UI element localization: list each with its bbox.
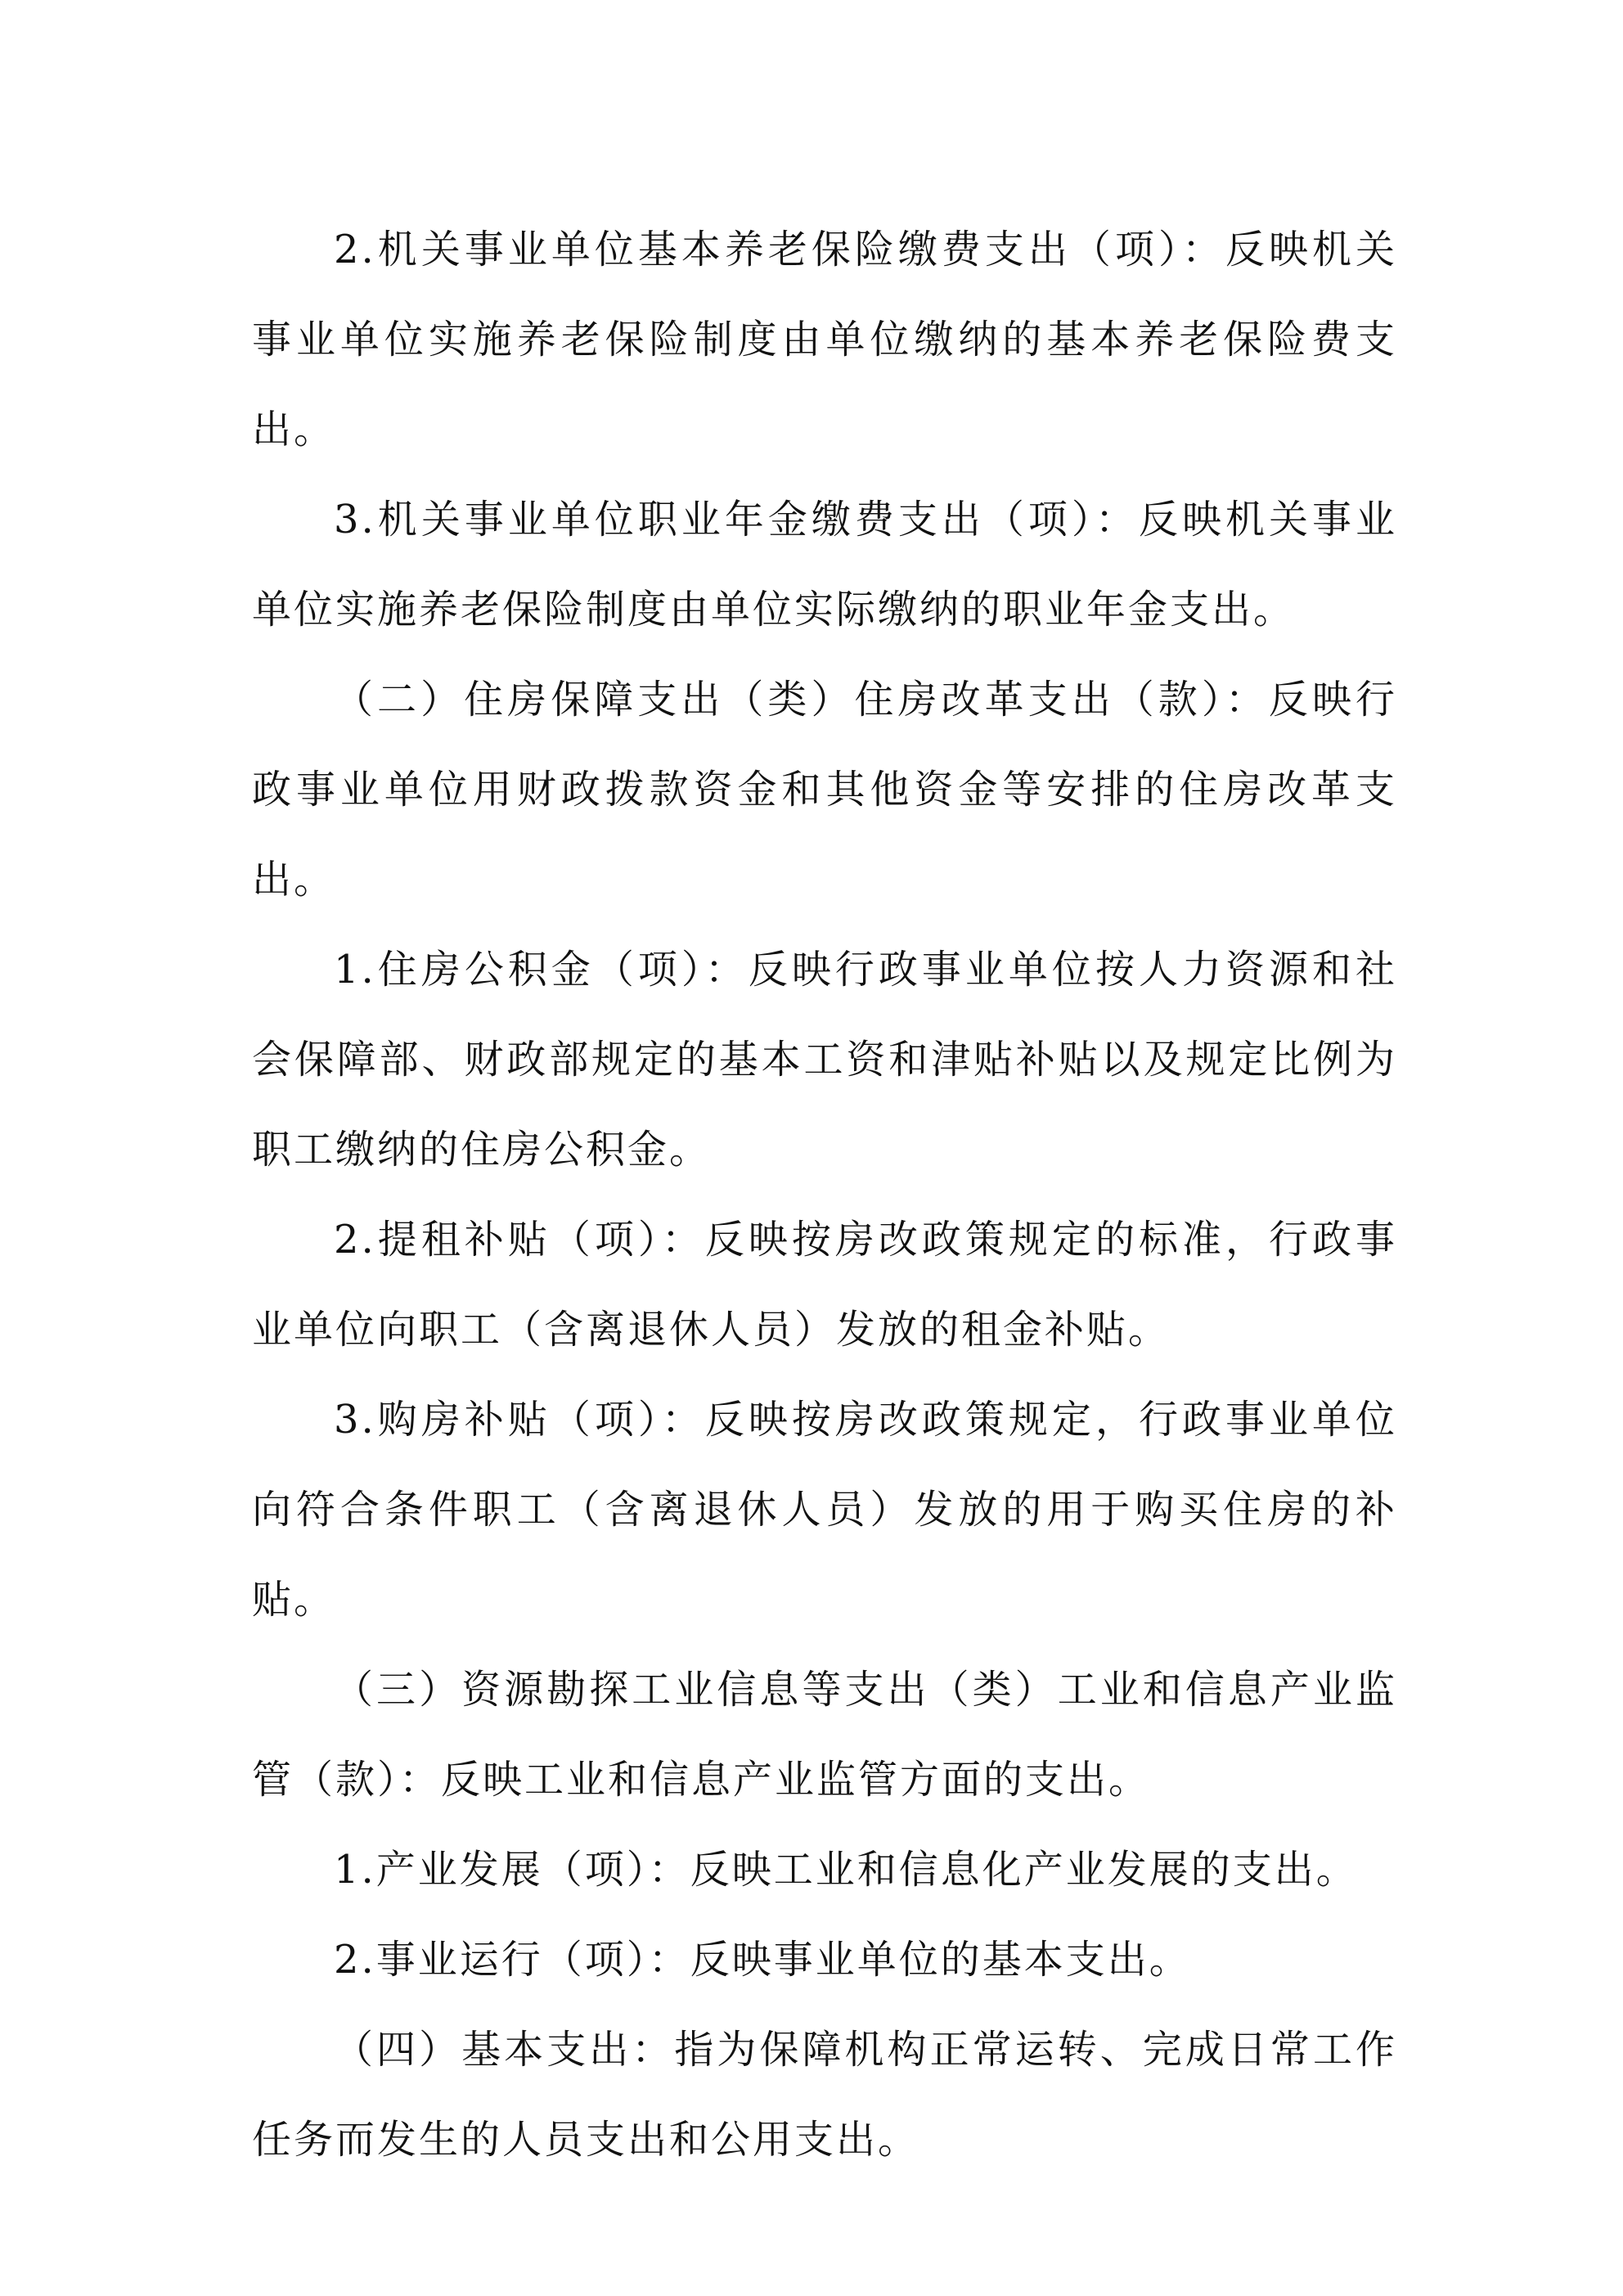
paragraph-rent-subsidy: 2.提租补贴（项）：反映按房改政策规定的标准，行政事业单位向职工（含离退休人员）发放的租金补贴。: [252, 1217, 1397, 1353]
paragraph-housing-fund: 1.住房公积金（项）：反映行政事业单位按人力资源和社会保障部、财政部规定的基本工资和津贴补贴以及规定比例为职工缴纳的住房公积金。: [252, 947, 1397, 1173]
paragraph-pension-contribution: 2.机关事业单位基本养老保险缴费支出（项）：反映机关事业单位实施养老保险制度由单位缴纳的基本养老保险费支出。: [252, 227, 1397, 452]
section-heading-housing: （二）住房保障支出（类）住房改革支出（款）：反映行政事业单位用财政拨款资金和其他资金等安排的住房改革支出。: [252, 677, 1397, 903]
paragraph-operations: 2.事业运行（项）：反映事业单位的基本支出。: [334, 1937, 1191, 1983]
section-heading-industry: （三）资源勘探工业信息等支出（类）工业和信息产业监管（款）：反映工业和信息产业监管方面的支出。: [252, 1667, 1397, 1803]
paragraph-purchase-subsidy: 3.购房补贴（项）：反映按房改政策规定，行政事业单位向符合条件职工（含离退休人员）发放的用于购买住房的补贴。: [252, 1397, 1397, 1623]
paragraph-occupational-annuity: 3.机关事业单位职业年金缴费支出（项）：反映机关事业单位实施养老保险制度由单位实际缴纳的职业年金支出。: [252, 497, 1397, 633]
paragraph-industry-development: 1.产业发展（项）：反映工业和信息化产业发展的支出。: [334, 1847, 1358, 1893]
document-body: [252, 205, 1397, 2185]
section-heading-basic-expenditure: （四）基本支出：指为保障机构正常运转、完成日常工作任务而发生的人员支出和公用支出。: [252, 2027, 1397, 2163]
